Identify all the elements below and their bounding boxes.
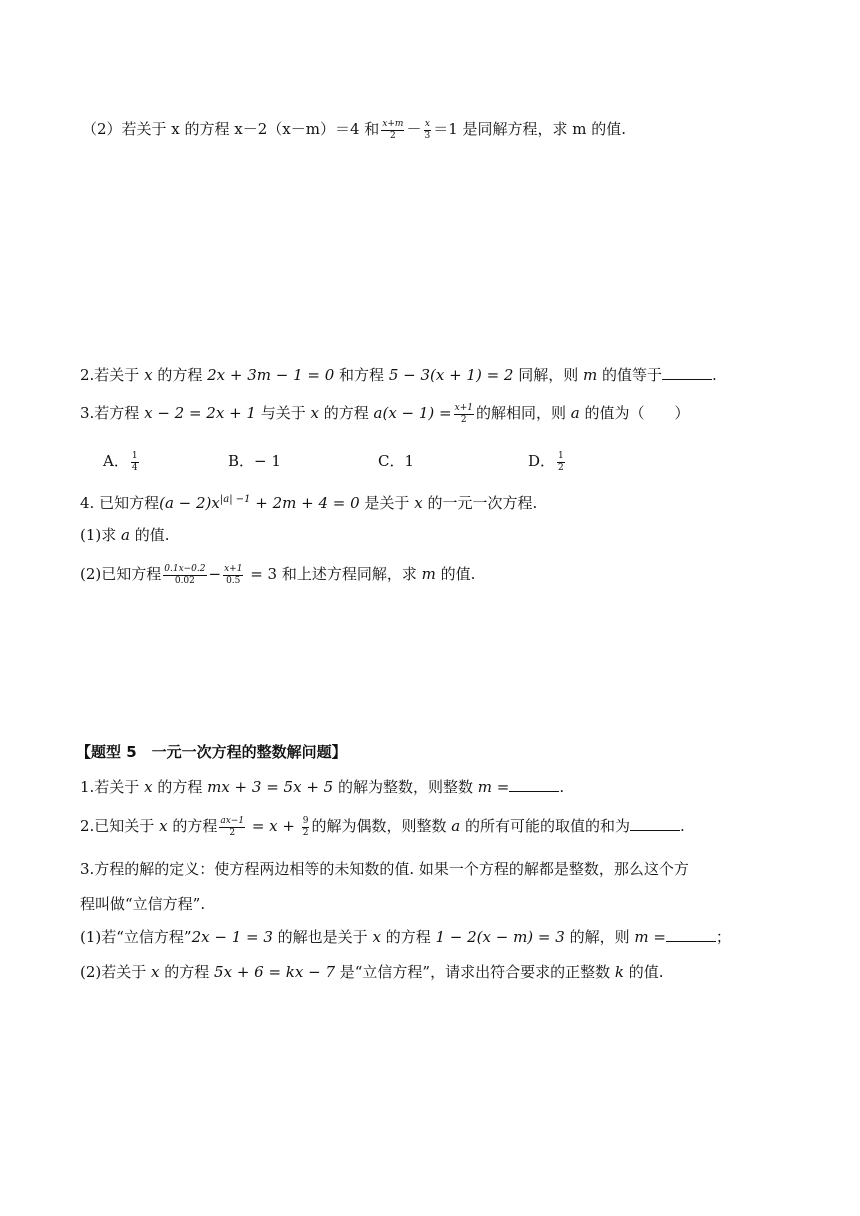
minus-sign: － [406, 120, 422, 138]
frac-num: 1 [558, 450, 564, 461]
answer-blank [666, 927, 716, 942]
q2-text-a: 2.若关于 [80, 366, 145, 384]
equation-part-b: + 2m + 4 = 0 [250, 494, 360, 512]
s5q3p2-text-c: 是“立信方程”，请求出符合要求的正整数 [335, 963, 615, 981]
frac-den: 2 [302, 827, 309, 838]
q3-text-e: 的值为（ ） [579, 404, 690, 422]
fraction-1-over-4 [131, 451, 139, 474]
answer-blank [662, 365, 712, 380]
answer-blank [509, 777, 559, 792]
q1-part2-suffix: ＝1 是同解方程，求 m 的值. [433, 120, 627, 138]
equation-2: 5 − 3(x + 1) = 2 [388, 366, 514, 384]
frac-den: 0.02 [174, 575, 195, 586]
fraction-x-over-3 [423, 119, 431, 142]
s5q3p2-text-b: 的方程 [159, 963, 215, 981]
question-4-part-2 [80, 563, 475, 587]
var-x: x [159, 817, 168, 835]
minus-sign: − [208, 565, 222, 583]
var-a: a [121, 526, 130, 544]
q2-text-e: 的值等于 [597, 366, 663, 384]
q3-text-b: 与关于 [255, 404, 311, 422]
m-equals: m = [634, 928, 666, 946]
fraction-x-plus-m-over-2 [381, 119, 404, 142]
q4-text-c: 的一元一次方程. [422, 494, 538, 512]
frac-num: 1 [131, 450, 138, 461]
var-x: x [144, 366, 153, 384]
frac-num: x+1 [224, 563, 243, 574]
equation: mx + 3 = 5x + 5 [207, 778, 334, 796]
fraction-1 [163, 564, 206, 587]
var-m: m [421, 565, 436, 583]
s5q2-text-a: 2.已知关于 [80, 817, 160, 835]
frac-den: 2 [390, 130, 396, 141]
section-5-question-3-part-1 [80, 926, 731, 948]
semicolon: ； [715, 928, 731, 946]
s5q3p1-text-a: (1)若“立信方程” [80, 928, 192, 946]
q3-text-d: 的解相同，则 [475, 404, 571, 422]
equation-1: x − 2 = 2x + 1 [144, 404, 256, 422]
question-2 [80, 364, 717, 386]
q4p1-prefix: (1)求 [80, 526, 122, 544]
q3-text-c: 的方程 [318, 404, 374, 422]
var-x: x [144, 778, 153, 796]
s5q1-text-a: 1.若关于 [80, 778, 145, 796]
fraction-2 [223, 564, 243, 587]
option-d-label: D． [528, 452, 556, 470]
frac-num: x+m [382, 118, 404, 129]
frac-num: x+1 [454, 402, 473, 413]
question-4 [80, 489, 537, 514]
frac-num: 0.1x−0.2 [164, 563, 206, 574]
q1-part2-prefix: （2）若关于 x 的方程 x－2（x－m）＝4 和 [82, 120, 380, 138]
question-4-part-1 [80, 524, 170, 546]
section-5-question-3-part-2 [80, 961, 664, 983]
frac-den: 2 [229, 827, 236, 838]
s5q3p1-text-c: 的方程 [380, 928, 436, 946]
answer-blank [630, 816, 680, 831]
s5q3p1-text-d: 的解，则 [564, 928, 635, 946]
option-a-label: A． [103, 452, 129, 470]
equation-tail: = 3 [245, 565, 278, 583]
fraction-9-over-2 [302, 816, 310, 839]
var-x: x [372, 928, 381, 946]
q4-text-b: 是关于 [359, 494, 415, 512]
s5q2-text-c: 的解为偶数，则整数 [311, 817, 452, 835]
var-x: x [414, 494, 423, 512]
var-x: x [151, 963, 160, 981]
q4p1-suffix: 的值. [129, 526, 170, 544]
fraction-x-plus-1-over-2 [454, 403, 474, 426]
option-b: B．− 1 [228, 452, 281, 470]
frac-num: x [424, 118, 430, 129]
period: . [679, 817, 685, 835]
equation-2: 1 − 2(x − m) = 3 [435, 928, 565, 946]
frac-den: 2 [460, 414, 467, 425]
q4p2-suffix: 的值. [435, 565, 476, 583]
var-m: m [583, 366, 598, 384]
q4p2-text-a: 和上述方程同解，求 [277, 565, 422, 583]
var-x: x [310, 404, 319, 422]
section-5-question-2 [80, 815, 685, 839]
q2-text-c: 和方程 [334, 366, 389, 384]
s5q3p2-suffix: 的值. [623, 963, 664, 981]
question-3 [80, 402, 689, 426]
q4p2-prefix: (2)已知方程 [80, 565, 162, 583]
var-a: a [451, 817, 461, 835]
q4-text-a: 4. 已知方程 [80, 494, 160, 512]
s5q1-text-c: 的解为整数，则整数 [333, 778, 478, 796]
equation-1: 2x − 1 = 3 [191, 928, 273, 946]
s5q3p2-text-a: (2)若关于 [80, 963, 152, 981]
section-5-heading: 【题型 5 一元一次方程的整数解问题】 [76, 743, 347, 761]
frac-den: 3 [424, 130, 431, 141]
equation-mid: = x + [247, 817, 300, 835]
q2-text-d: 同解，则 [513, 366, 584, 384]
period: . [712, 366, 717, 384]
equation-2: a(x − 1) = [373, 404, 452, 422]
q2-text-b: 的方程 [152, 366, 208, 384]
s5q3p1-text-b: 的解也是关于 [272, 928, 373, 946]
s5q1-text-b: 的方程 [152, 778, 208, 796]
frac-num: ax−1 [220, 815, 245, 826]
exponent: |a| −1 [219, 494, 251, 505]
option-c: C．1 [378, 452, 415, 470]
s5q2-text-b: 的方程 [167, 817, 218, 835]
option-a [103, 450, 141, 474]
frac-den: 4 [131, 462, 138, 473]
fraction-ax-minus-1-over-2 [219, 816, 245, 839]
frac-num: 9 [302, 815, 309, 826]
m-equals: m = [477, 778, 510, 796]
frac-den: 0.5 [226, 575, 241, 586]
var-a: a [570, 404, 580, 422]
equation: 5x + 6 = kx − 7 [214, 963, 335, 981]
s5q2-text-d: 的所有可能的取值的和为 [460, 817, 630, 835]
equation-part-a: (a − 2)x [159, 494, 220, 512]
section-5-question-1 [80, 776, 564, 798]
period: . [559, 778, 565, 796]
q1-part2 [82, 118, 626, 142]
option-d [528, 450, 567, 474]
fraction-1-over-2 [557, 451, 565, 474]
frac-den: 2 [558, 462, 564, 473]
equation-1: 2x + 3m − 1 = 0 [207, 366, 335, 384]
q3-text-a: 3.若方程 [80, 404, 145, 422]
section-5-question-3-line-1: 3.方程的解的定义：使方程两边相等的未知数的值. 如果一个方程的解都是整数，那么这个方 [80, 860, 689, 878]
var-k: k [614, 963, 624, 981]
section-5-question-3-line-2: 程叫做“立信方程”. [80, 895, 206, 913]
